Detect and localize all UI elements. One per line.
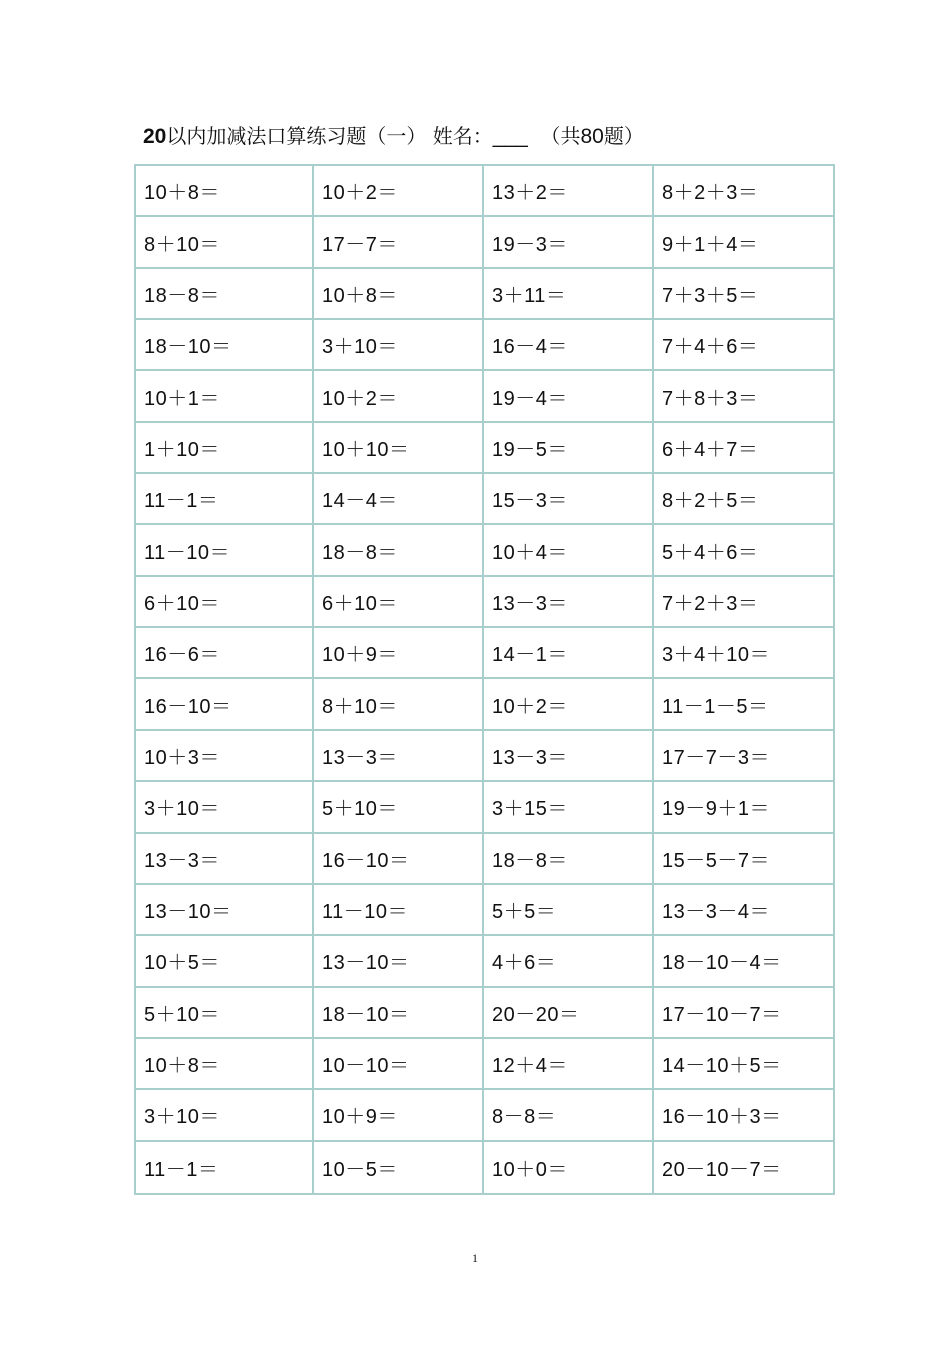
problem-cell: 4＋6＝: [484, 936, 654, 987]
problem-cell: 3＋10＝: [314, 320, 484, 371]
problem-cell: 10＋4＝: [484, 525, 654, 576]
problem-cell: 7＋2＋3＝: [654, 577, 833, 628]
title-text: 以内加减法口算练习题（一） 姓名：: [166, 124, 493, 148]
name-blank: ___: [492, 125, 528, 148]
problem-cell: 3＋10＝: [136, 1090, 314, 1141]
problem-cell: 18－10－4＝: [654, 936, 833, 987]
problem-cell: 15－3＝: [484, 474, 654, 525]
problem-cell: 20－20＝: [484, 988, 654, 1039]
problem-cell: 17－7－3＝: [654, 731, 833, 782]
problem-cell: 13－10＝: [136, 885, 314, 936]
problem-cell: 18－8＝: [484, 834, 654, 885]
problem-cell: 13－3－4＝: [654, 885, 833, 936]
problem-cell: 10＋8＝: [314, 269, 484, 320]
problem-cell: 13－3＝: [136, 834, 314, 885]
problem-cell: 7＋8＋3＝: [654, 371, 833, 422]
problem-cell: 18－10＝: [136, 320, 314, 371]
problem-cell: 11－1－5＝: [654, 679, 833, 730]
problem-cell: 16－6＝: [136, 628, 314, 679]
problem-cell: 13＋2＝: [484, 166, 654, 217]
problem-cell: 7＋3＋5＝: [654, 269, 833, 320]
problem-cell: 9＋1＋4＝: [654, 217, 833, 268]
problem-cell: 16－10＋3＝: [654, 1090, 833, 1141]
problem-cell: 13－10＝: [314, 936, 484, 987]
problem-cell: 10＋3＝: [136, 731, 314, 782]
problem-cell: 8＋10＝: [136, 217, 314, 268]
problem-cell: 18－8＝: [136, 269, 314, 320]
problem-cell: 20－10－7＝: [662, 1158, 782, 1181]
problem-cell: 10＋9＝: [314, 1090, 484, 1141]
problem-cell: 6＋10＝: [136, 577, 314, 628]
problem-cell: 8－8＝: [484, 1090, 654, 1141]
worksheet-title: [143, 121, 644, 151]
problem-cell: 18－10＝: [314, 988, 484, 1039]
problem-cell: 11－1＝: [136, 1142, 314, 1193]
problem-cell: 10＋8＝: [136, 1039, 314, 1090]
problem-cell: 5＋5＝: [484, 885, 654, 936]
problem-cell: 14－1＝: [484, 628, 654, 679]
problem-cell: 10＋9＝: [314, 628, 484, 679]
problem-cell: 6＋10＝: [314, 577, 484, 628]
problem-cell: 6＋4＋7＝: [654, 423, 833, 474]
count-prefix: （共: [527, 124, 581, 148]
count-suffix: 题）: [603, 124, 644, 148]
problem-cell: 17－7＝: [314, 217, 484, 268]
count-number: 80: [580, 125, 604, 148]
problem-cell: 3＋11＝: [484, 269, 654, 320]
problem-cell: 16－4＝: [484, 320, 654, 371]
problem-cell: 18－8＝: [314, 525, 484, 576]
problem-cell: 3＋4＋10＝: [654, 628, 833, 679]
problem-cell: 11－10＝: [136, 525, 314, 576]
problem-cell: 10＋1＝: [136, 371, 314, 422]
problem-cell: 10＋5＝: [136, 936, 314, 987]
problem-cell: 10＋2＝: [314, 166, 484, 217]
problem-cell: 10＋2＝: [314, 371, 484, 422]
problem-cell: 14－4＝: [314, 474, 484, 525]
problem-cell: 3＋10＝: [136, 782, 314, 833]
problem-cell: 8＋2＋3＝: [654, 166, 833, 217]
problem-cell: 3＋15＝: [484, 782, 654, 833]
problem-cell: 14－10＋5＝: [654, 1039, 833, 1090]
problem-cell: 10＋8＝: [136, 166, 314, 217]
problem-cell: 16－10＝: [136, 679, 314, 730]
problem-cell: 13－3＝: [484, 577, 654, 628]
problem-cell: 5＋4＋6＝: [654, 525, 833, 576]
problem-table: [134, 164, 835, 1195]
problem-cell: 13－3＝: [484, 731, 654, 782]
problem-cell: 10＋2＝: [484, 679, 654, 730]
problem-cell: 11－1＝: [136, 474, 314, 525]
problem-cell: 19－4＝: [484, 371, 654, 422]
problem-cell: 11－10＝: [314, 885, 484, 936]
problem-cell: 15－5－7＝: [654, 834, 833, 885]
problem-cell: 12＋4＝: [484, 1039, 654, 1090]
problem-cell: 10＋0＝: [484, 1142, 654, 1193]
problem-cell: 19－9＋1＝: [654, 782, 833, 833]
problem-cell: 13－3＝: [314, 731, 484, 782]
problem-cell: 10－10＝: [314, 1039, 484, 1090]
problem-cell: 1＋10＝: [136, 423, 314, 474]
problem-cell: 8＋10＝: [314, 679, 484, 730]
problem-cell: 16－10＝: [314, 834, 484, 885]
title-number: 20: [143, 125, 167, 148]
problem-cell: 5＋10＝: [314, 782, 484, 833]
problem-cell: 10＋10＝: [314, 423, 484, 474]
problem-cell: 19－5＝: [484, 423, 654, 474]
problem-cell: 7＋4＋6＝: [654, 320, 833, 371]
problem-cell: 5＋10＝: [136, 988, 314, 1039]
problem-cell: 19－3＝: [484, 217, 654, 268]
problem-cell: 8＋2＋5＝: [654, 474, 833, 525]
page-number: 1: [472, 1251, 478, 1265]
problem-cell: 17－10－7＝: [654, 988, 833, 1039]
problem-cell: 10－5＝: [314, 1142, 484, 1193]
